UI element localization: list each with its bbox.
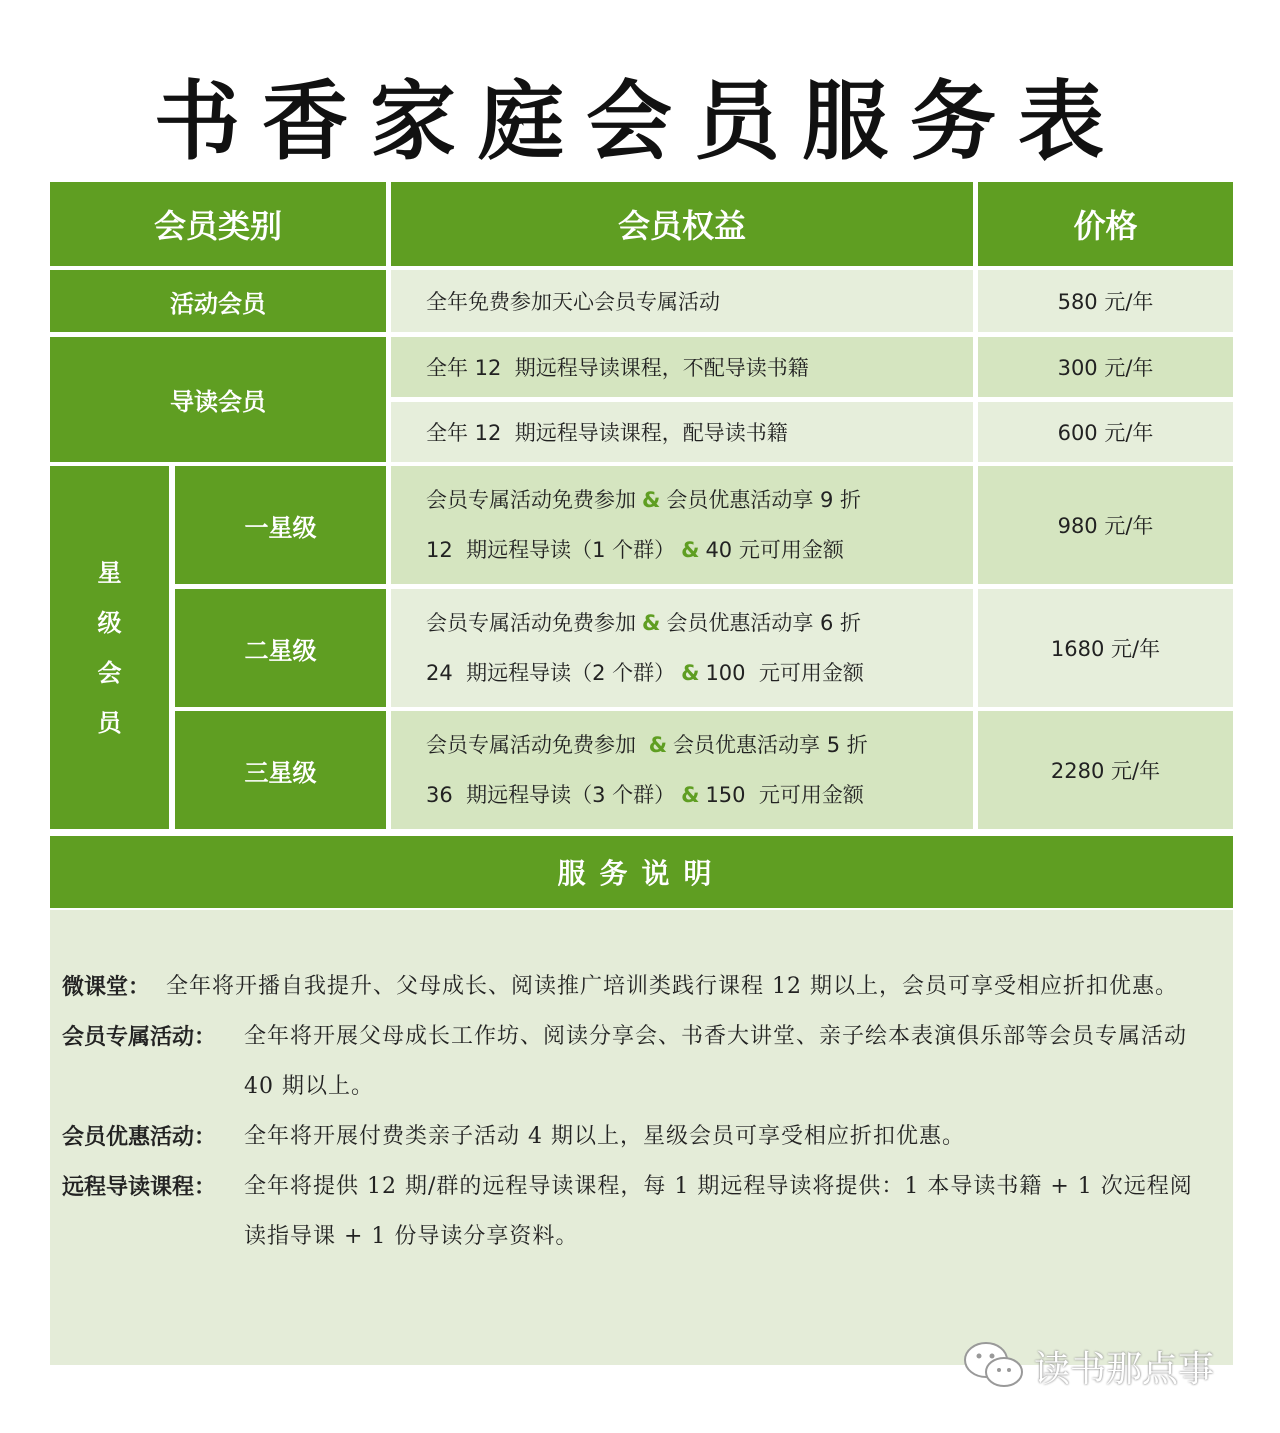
note-text: 全年将开展付费类亲子活动 4 期以上，星级会员可享受相应折扣优惠。 [244,1124,965,1149]
header-benefits: 会员权益 [391,182,973,266]
note-remote-course [62,1162,1233,1262]
note-text: 全年将提供 12 期/群的远程导读课程，每 1 期远程导读将提供：1 本导读书籍 + 1 次远程阅读指导课 + 1 份导读分享资料。 [244,1174,1193,1249]
benefit-line: 12 期远程导读（1 个群） & 40 元可用金额 [426,538,844,562]
price-tier-3: 2280 元/年 [978,711,1233,829]
price-tier-2: 1680 元/年 [978,589,1233,707]
benefit-tier-3 [391,711,973,829]
tier-three-star: 三星级 [175,711,386,829]
category-star-char: 级 [97,608,122,637]
header-category: 会员类别 [50,182,386,266]
benefit-reading-2: 全年 12 期远程导读课程，配导读书籍 [391,402,973,462]
benefit-line: 会员专属活动免费参加 & 会员优惠活动享 9 折 [426,488,862,512]
note-label: 远程导读课程： [62,1174,217,1200]
tier-one-star: 一星级 [175,466,386,584]
note-text: 全年将开播自我提升、父母成长、阅读推广培训类践行课程 12 期以上，会员可享受相应折扣优惠。 [166,974,1178,999]
category-star-char: 员 [97,708,122,737]
benefit-reading-1: 全年 12 期远程导读课程，不配导读书籍 [391,337,973,397]
category-reading: 导读会员 [50,337,386,462]
service-header: 服务说明 [50,836,1233,908]
benefit-line: 会员专属活动免费参加 & 会员优惠活动享 5 折 [426,733,868,757]
service-notes [50,910,1233,1365]
note-label: 会员专属活动： [62,1024,217,1050]
page-title: 书香家庭会员服务表 [154,72,1126,172]
price-reading-2: 600 元/年 [978,402,1233,462]
benefit-tier-2 [391,589,973,707]
note-label: 会员优惠活动： [62,1124,217,1150]
note-text: 全年将开展父母成长工作坊、阅读分享会、书香大讲堂、亲子绘本表演俱乐部等会员专属活动 40 期以上。 [244,1024,1188,1099]
benefit-line: 会员专属活动免费参加 & 会员优惠活动享 6 折 [426,611,862,635]
watermark [962,1340,1214,1392]
note-discount-activity [62,1112,1233,1162]
benefit-activity: 全年免费参加天心会员专属活动 [391,270,973,332]
benefit-line: 24 期远程导读（2 个群） & 100 元可用金额 [426,661,864,685]
note-label: 微课堂： [62,974,151,1000]
tier-two-star: 二星级 [175,589,386,707]
price-reading-1: 300 元/年 [978,337,1233,397]
note-micro-class [62,962,1233,1012]
benefit-line: 36 期远程导读（3 个群） & 150 元可用金额 [426,783,864,807]
category-star-char: 星 [97,558,122,587]
category-star [50,466,169,829]
category-star-char: 会 [97,658,122,687]
category-activity: 活动会员 [50,270,386,332]
note-exclusive-activity [62,1012,1233,1112]
watermark-text: 读书那点事 [1034,1348,1215,1390]
wechat-icon [962,1340,1026,1392]
benefit-tier-1 [391,466,973,584]
header-price: 价格 [978,182,1233,266]
price-tier-1: 980 元/年 [978,466,1233,584]
price-activity: 580 元/年 [978,270,1233,332]
